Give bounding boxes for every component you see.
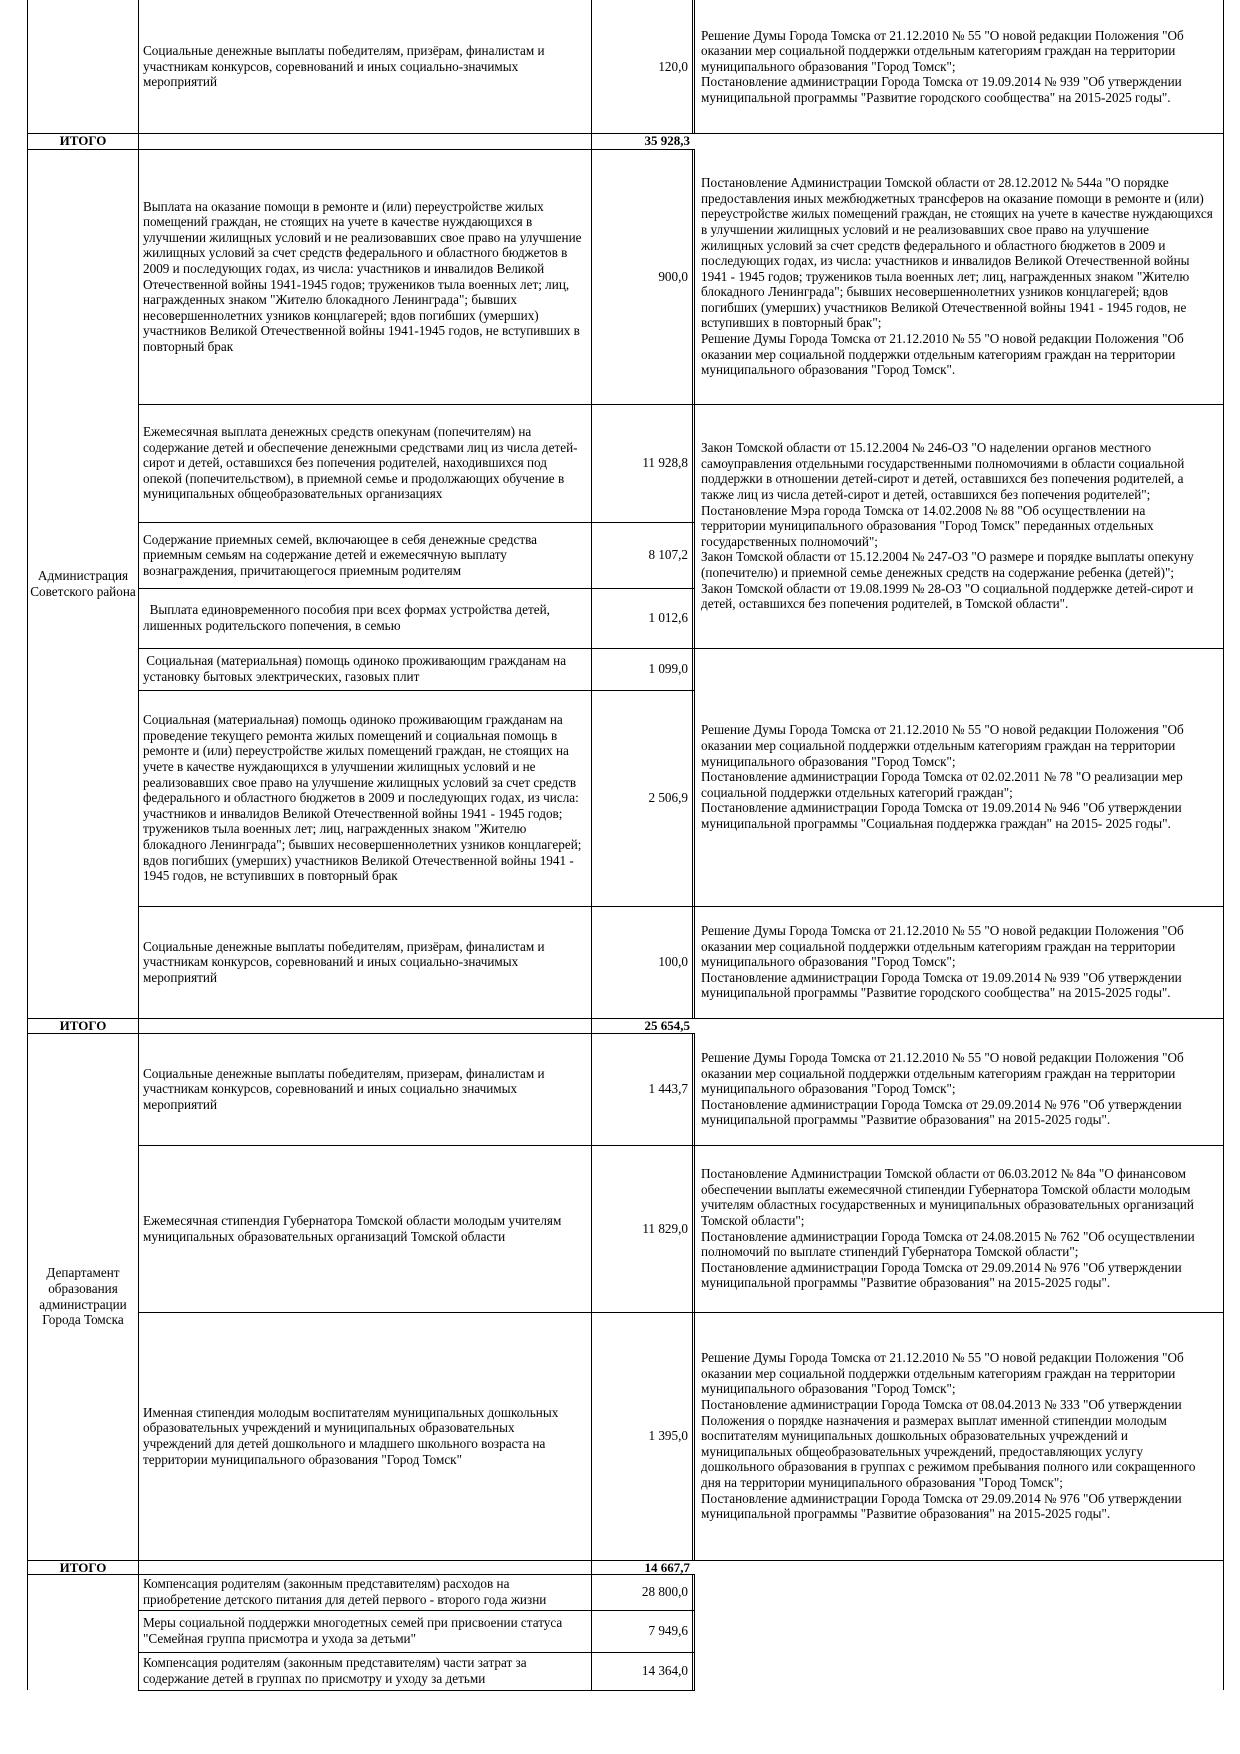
row-legal-basis: Постановление Администрации Томской области от 28.12.2012 № 544а "О порядке предоставления иных межбюджетных трансферов на оказание помощи в ремонте и (или) переустройстве жилых помещений граждан, не стоящих на учете в качестве нуждающихся в улучшении жилищных условий и не реализовавших свое право на улучшение жилищных условий за счет средств федерального и областного бюджетов в 2009 и последующих годах, из числа: участников и инвалидов Великой Отечественной войны 1941 - 1945 годов; тружеников тыла военных лет; лиц, награжденных знаком "Жителю блокадного Ленинграда"; бывших несовершеннолетних узников концлагерей; вдов погибших (умерших) участников Великой Отечественной войны 1941 - 1945 годов, не вступивших в повторный брак"; Решение Думы Города Томска от 21.12.2010 № 55 "О новой редакции Положения "Об оказании мер социальной поддержки отдельным категориям граждан на территории муниципального образования "Город Томск". [701,175,1213,378]
total-value: 14 667,7 [644,1560,690,1575]
row-description: Ежемесячная выплата денежных средств опекунам (попечителям) на содержание детей и обеспечение денежными средствами лиц из числа детей-сирот и детей, оставшихся без попечения родителей, находившихся под опекой (попечительством), в приемной семье и продолжающих обучение в муниципальных общеобразовательных организациях [143,424,578,502]
row-description: Компенсация родителям (законным представителям) расходов на приобретение детского питания для детей первого - второго года жизни [143,1576,547,1607]
row-description: Социальная (материальная) помощь одиноко проживающим гражданам на установку бытовых электрических, газовых плит [143,653,570,684]
total-label: ИТОГО [59,133,107,148]
row-description: Компенсация родителям (законным представителям) части затрат за содержание детей в группах по присмотру и уходу за детьми [143,1655,527,1686]
row-legal-basis: Закон Томской области от 15.12.2004 № 246-ОЗ "О наделении органов местного самоуправления отдельными государственными полномочиями в области социальной поддержки в отношении детей-сирот и детей, оставшихся без попечения родителей, а также лиц из числа детей-сирот и детей, оставшихся без попечения родителей"; Постановление Мэра города Томска от 14.02.2008 № 88 "Об осуществлении на территории муниципального образования "Город Томск" переданных отдельных государственных полномочий"; Закон Томской области от 15.12.2004 № 247-ОЗ "О размере и порядке выплаты опекуну (попечителю) и приемной семье денежных средств на содержание ребенка (детей)"; Закон Томской области от 19.08.1999 № 28-ОЗ "О социальной поддержке детей-сирот и детей, оставшихся без попечения родителей, в Томской области". [701,440,1194,612]
row-legal-basis: Решение Думы Города Томска от 21.12.2010 № 55 "О новой редакции Положения "Об оказании мер социальной поддержки отдельным категориям граждан на территории муниципального образования "Город Томск"; Постановление администрации Города Томска от 19.09.2014 № 939 "Об утверждении муниципальной программы "Развитие городского сообщества" на 2015-2025 годы". [701,27,1184,105]
row-legal-basis: Решение Думы Города Томска от 21.12.2010 № 55 "О новой редакции Положения "Об оказании мер социальной поддержки отдельным категориям граждан на территории муниципального образования "Город Томск"; Постановление администрации Города Томска от 29.09.2014 № 976 "Об утверждении муниципальной программы "Развитие образования" на 2015-2025 годы". [701,1050,1184,1128]
row-legal-basis: Решение Думы Города Томска от 21.12.2010 № 55 "О новой редакции Положения "Об оказании мер социальной поддержки отдельным категориям граждан на территории муниципального образования "Город Томск"; Постановление администрации Города Томска от 19.09.2014 № 939 "Об утверждении муниципальной программы "Развитие городского сообщества" на 2015-2025 годы". [701,923,1184,1001]
row-amount: 8 107,2 [648,547,688,563]
border-law-right [694,1574,695,1690]
border-amount-law [692,149,693,1018]
row-amount: 100,0 [658,954,688,970]
row-description: Содержание приемных семей, включающее в себя денежные средства приемным семьям на содержание детей и ежемесячную выплату вознаграждения, причитающегося приемным родителям [143,531,538,578]
total-label: ИТОГО [59,1018,107,1033]
row-legal-basis: Постановление Администрации Томской области от 06.03.2012 № 84а "О финансовом обеспечении выплаты ежемесячной стипендии Губернатора Томской области молодым учителям областных государственных и муниципальных образовательных организаций Томской области"; Постановление администрации Города Томска от 24.08.2015 № 762 "Об осуществлении полномочий по выплате стипендий Губернатора Томской области"; Постановление администрации Города Томска от 29.09.2014 № 976 "Об утверждении муниципальной программы "Развитие образования" на 2015-2025 годы". [701,1166,1195,1291]
org-name: Департамент образования администрации Города Томска [39,1265,127,1328]
row-description: Именная стипендия молодым воспитателям муниципальных дошкольных образовательных учреждений и муниципальных образовательных учреждений для детей дошкольного и младшего школьного возраста на территории муниципального образования "Город Томск" [143,1404,559,1467]
row-legal-basis: Решение Думы Города Томска от 21.12.2010 № 55 "О новой редакции Положения "Об оказании мер социальной поддержки отдельным категориям граждан на территории муниципального образования "Город Томск"; Постановление администрации Города Томска от 02.02.2011 № 78 "О реализации мер социальной поддержки отдельных категорий граждан"; Постановление администрации Города Томска от 19.09.2014 № 946 "Об утверждении муниципальной программы "Социальная поддержка граждан" на 2015- 2025 годы". [701,722,1184,831]
row-amount: 2 506,9 [648,790,688,806]
border-amount-law [692,1033,693,1560]
row-description: Выплата единовременного пособия при всех формах устройства детей, лишенных родительского попечения, в семью [143,602,554,633]
row-amount: 900,0 [658,268,688,284]
border-amount-law [692,0,693,133]
border-amount-law [692,1574,693,1690]
row-amount: 1 099,0 [648,661,688,677]
row-amount: 1 443,7 [648,1081,688,1097]
row-divider [138,1690,695,1691]
row-description: Социальная (материальная) помощь одиноко проживающим гражданам на проведение текущего ремонта жилых помещений и социальная помощь в ремонте и (или) переустройстве жилых помещений граждан, не стоящих на учете в качестве нуждающихся в улучшении жилищных условий и не реализовавших свое право на улучшение жилищных условий за счет средств федерального и областного бюджетов в 2009 и последующих годах, из числа: участников и инвалидов Великой Отечественной войны 1941 - 1945 годов; тружеников тыла военных лет; лиц, награжденных знаком "Жителю блокадного Ленинграда"; бывших несовершеннолетних узников концлагерей; вдов погибших (умерших) участников Великой Отечественной войны 1941 - 1945 годов, не вступивших в повторный брак [143,712,582,884]
row-amount: 1 012,6 [648,610,688,626]
row-amount: 11 829,0 [642,1220,688,1236]
border-right [1223,0,1224,1690]
total-label: ИТОГО [59,1560,107,1575]
row-description: Ежемесячная стипендия Губернатора Томской области молодым учителям муниципальных образовательных организаций Томской области [143,1212,562,1244]
row-amount: 1 395,0 [648,1428,688,1444]
row-description: Социальные денежные выплаты победителям, призёрам, финалистам и участникам конкурсов, соревнований и иных социально-значимых мероприятий [143,938,545,985]
row-amount: 120,0 [658,58,688,74]
row-description: Выплата на оказание помощи в ремонте и (или) переустройстве жилых помещений граждан, не стоящих на учете в качестве нуждающихся в улучшении жилищных условий и не реализовавших свое право на улучшение жилищных условий за счет средств федерального и областного бюджетов в 2009 и последующих годах, из числа: участников и инвалидов Великой Отечественной войны 1941-1945 годов; тружеников тыла военных лет; лиц, награжденных знаком "Жителю блокадного Ленинграда"; бывших несовершеннолетних узников концлагерей; вдов погибших (умерших) участников Великой Отечественной войны 1941-1945 годов, не вступивших в повторный брак [143,198,582,354]
total-value: 35 928,3 [644,133,690,148]
row-legal-basis: Решение Думы Города Томска от 21.12.2010 № 55 "О новой редакции Положения "Об оказании мер социальной поддержки отдельным категориям граждан на территории муниципального образования "Город Томск"; Постановление администрации Города Томска от 08.04.2013 № 333 "Об утверждении Положения о порядке назначения и размерах выплат именной стипендии молодым воспитателям муниципальных дошкольных образовательных учреждений и муниципальных общеобразовательных учреждений, предоставляющих услугу дошкольного образования в группах с режимом пребывания полного или сокращенного дня на территории муниципального образования "Город Томск"; Постановление администрации Города Томска от 29.09.2014 № 976 "Об утверждении муниципальной программы "Развитие образования" на 2015-2025 годы". [701,1350,1196,1522]
row-amount: 11 928,8 [642,455,688,471]
row-amount: 14 364,0 [641,1663,688,1679]
total-value: 25 654,5 [644,1018,690,1033]
org-name: Администрация Советского района [30,567,136,599]
row-amount: 28 800,0 [641,1584,688,1600]
row-amount: 7 949,6 [648,1623,688,1639]
row-description: Социальные денежные выплаты победителям, призёрам, финалистам и участникам конкурсов, соревнований и иных социально-значимых мероприятий [143,43,545,90]
row-description: Социальные денежные выплаты победителям, призерам, финалистам и участникам конкурсов, соревнований и иных социально значимых мероприятий [143,1065,545,1112]
row-description: Меры социальной поддержки многодетных семей при присвоении статуса "Семейная группа присмотра и ухода за детьми" [143,1615,563,1646]
